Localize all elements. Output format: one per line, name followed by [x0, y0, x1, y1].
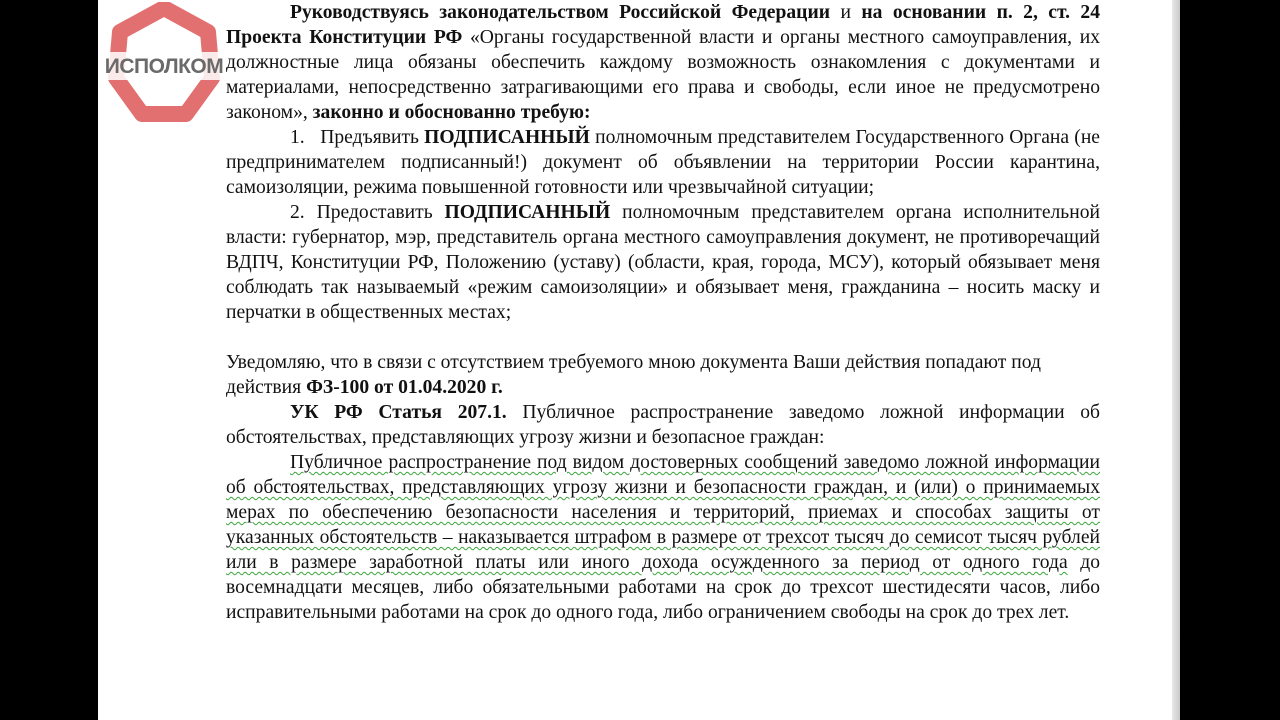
item1-bold: ПОДПИСАННЫЙ — [424, 127, 590, 148]
list-item-1 — [226, 125, 1100, 200]
item1-number: 1. — [290, 127, 305, 148]
article-text: Публичное распространение заведомо ложной информации об обстоятельствах, представляющих угрозу жизни и безопасное граждан: — [226, 402, 1100, 448]
penalty-rest-text: до восемнадцати месяцев, либо обязательными работами на срок до трехсот шестидесяти часов, либо исправительными работами на срок до одного года, либо ограничением свободы на срок до трех лет. — [226, 552, 1100, 623]
notice-text: Уведомляю, что в связи с отсутствием требуемого мною документа Ваши действия попадают под действия — [226, 352, 1041, 398]
intro-quote: «Органы государственной власти и органы местного самоуправления, их должностные лица обязаны обеспечить каждому возможность ознакомления с документами и материалами, непосредственно затрагивающими его права и свободы, если иное не предусмотрено законом», — [226, 27, 1100, 123]
page-edge — [1172, 0, 1180, 720]
list-item-2 — [226, 200, 1100, 325]
intro-paragraph — [226, 0, 1100, 125]
ispolkom-logo — [104, 2, 224, 124]
item2-post: полномочным представителем органа исполнительной власти: губернатор, мэр, представитель органа местного самоуправления документ, не противоречащий ВДПЧ, Конституции РФ, Положению (уставу) (области, края, города, МСУ), который обязывает меня соблюдать так называемый «режим самоизоляции» и обязывает меня, гражданина – носить маску и перчатки в общественных местах; — [226, 202, 1101, 323]
item1-post: полномочным представителем Государственного Органа (не предпринимателем подписанный!) документ об объявлении на территории России карантина, самоизоляции, режима повышенной готовности или чрезвычайной ситуации; — [226, 127, 1100, 198]
article-title: УК РФ Статья 207.1. — [290, 402, 507, 423]
intro-bold-basis: на основании п. 2, ст. 24 Проекта Конституции РФ — [226, 2, 1100, 48]
logo-text: ИСПОЛКОМ — [104, 55, 224, 78]
article-paragraph — [226, 400, 1100, 450]
notice-paragraph — [226, 350, 1100, 400]
intro-and: и — [830, 2, 862, 23]
intro-bold-lead: Руководствуясь законодательством Российской Федерации — [290, 2, 831, 23]
document-body — [226, 0, 1100, 625]
notice-law: ФЗ-100 от 01.04.2020 г. — [306, 377, 503, 398]
blank-line — [226, 325, 1100, 350]
item1-pre: Предъявить — [304, 127, 425, 148]
item2-bold: ПОДПИСАННЫЙ — [444, 202, 611, 223]
intro-bold-demand: законно и обоснованно требую: — [312, 102, 591, 123]
penalty-underlined-text: Публичное распространение под видом достоверных сообщений заведомо ложной информации об обстоятельствах, представляющих угрозу жизни и безопасности граждан, и (или) о принимаемых мерах по обеспечению безопасности населения и территорий, приемах и способах защиты от указанных обстоятельств – наказывается штрафом в размере от трехсот тысяч до семисот тысяч рублей или в размере заработной платы или иного дохода осужденного за период от одного года — [226, 452, 1100, 573]
item2-pre: Предоставить — [304, 202, 445, 223]
item2-number: 2. — [290, 202, 305, 223]
penalty-paragraph — [226, 450, 1100, 625]
